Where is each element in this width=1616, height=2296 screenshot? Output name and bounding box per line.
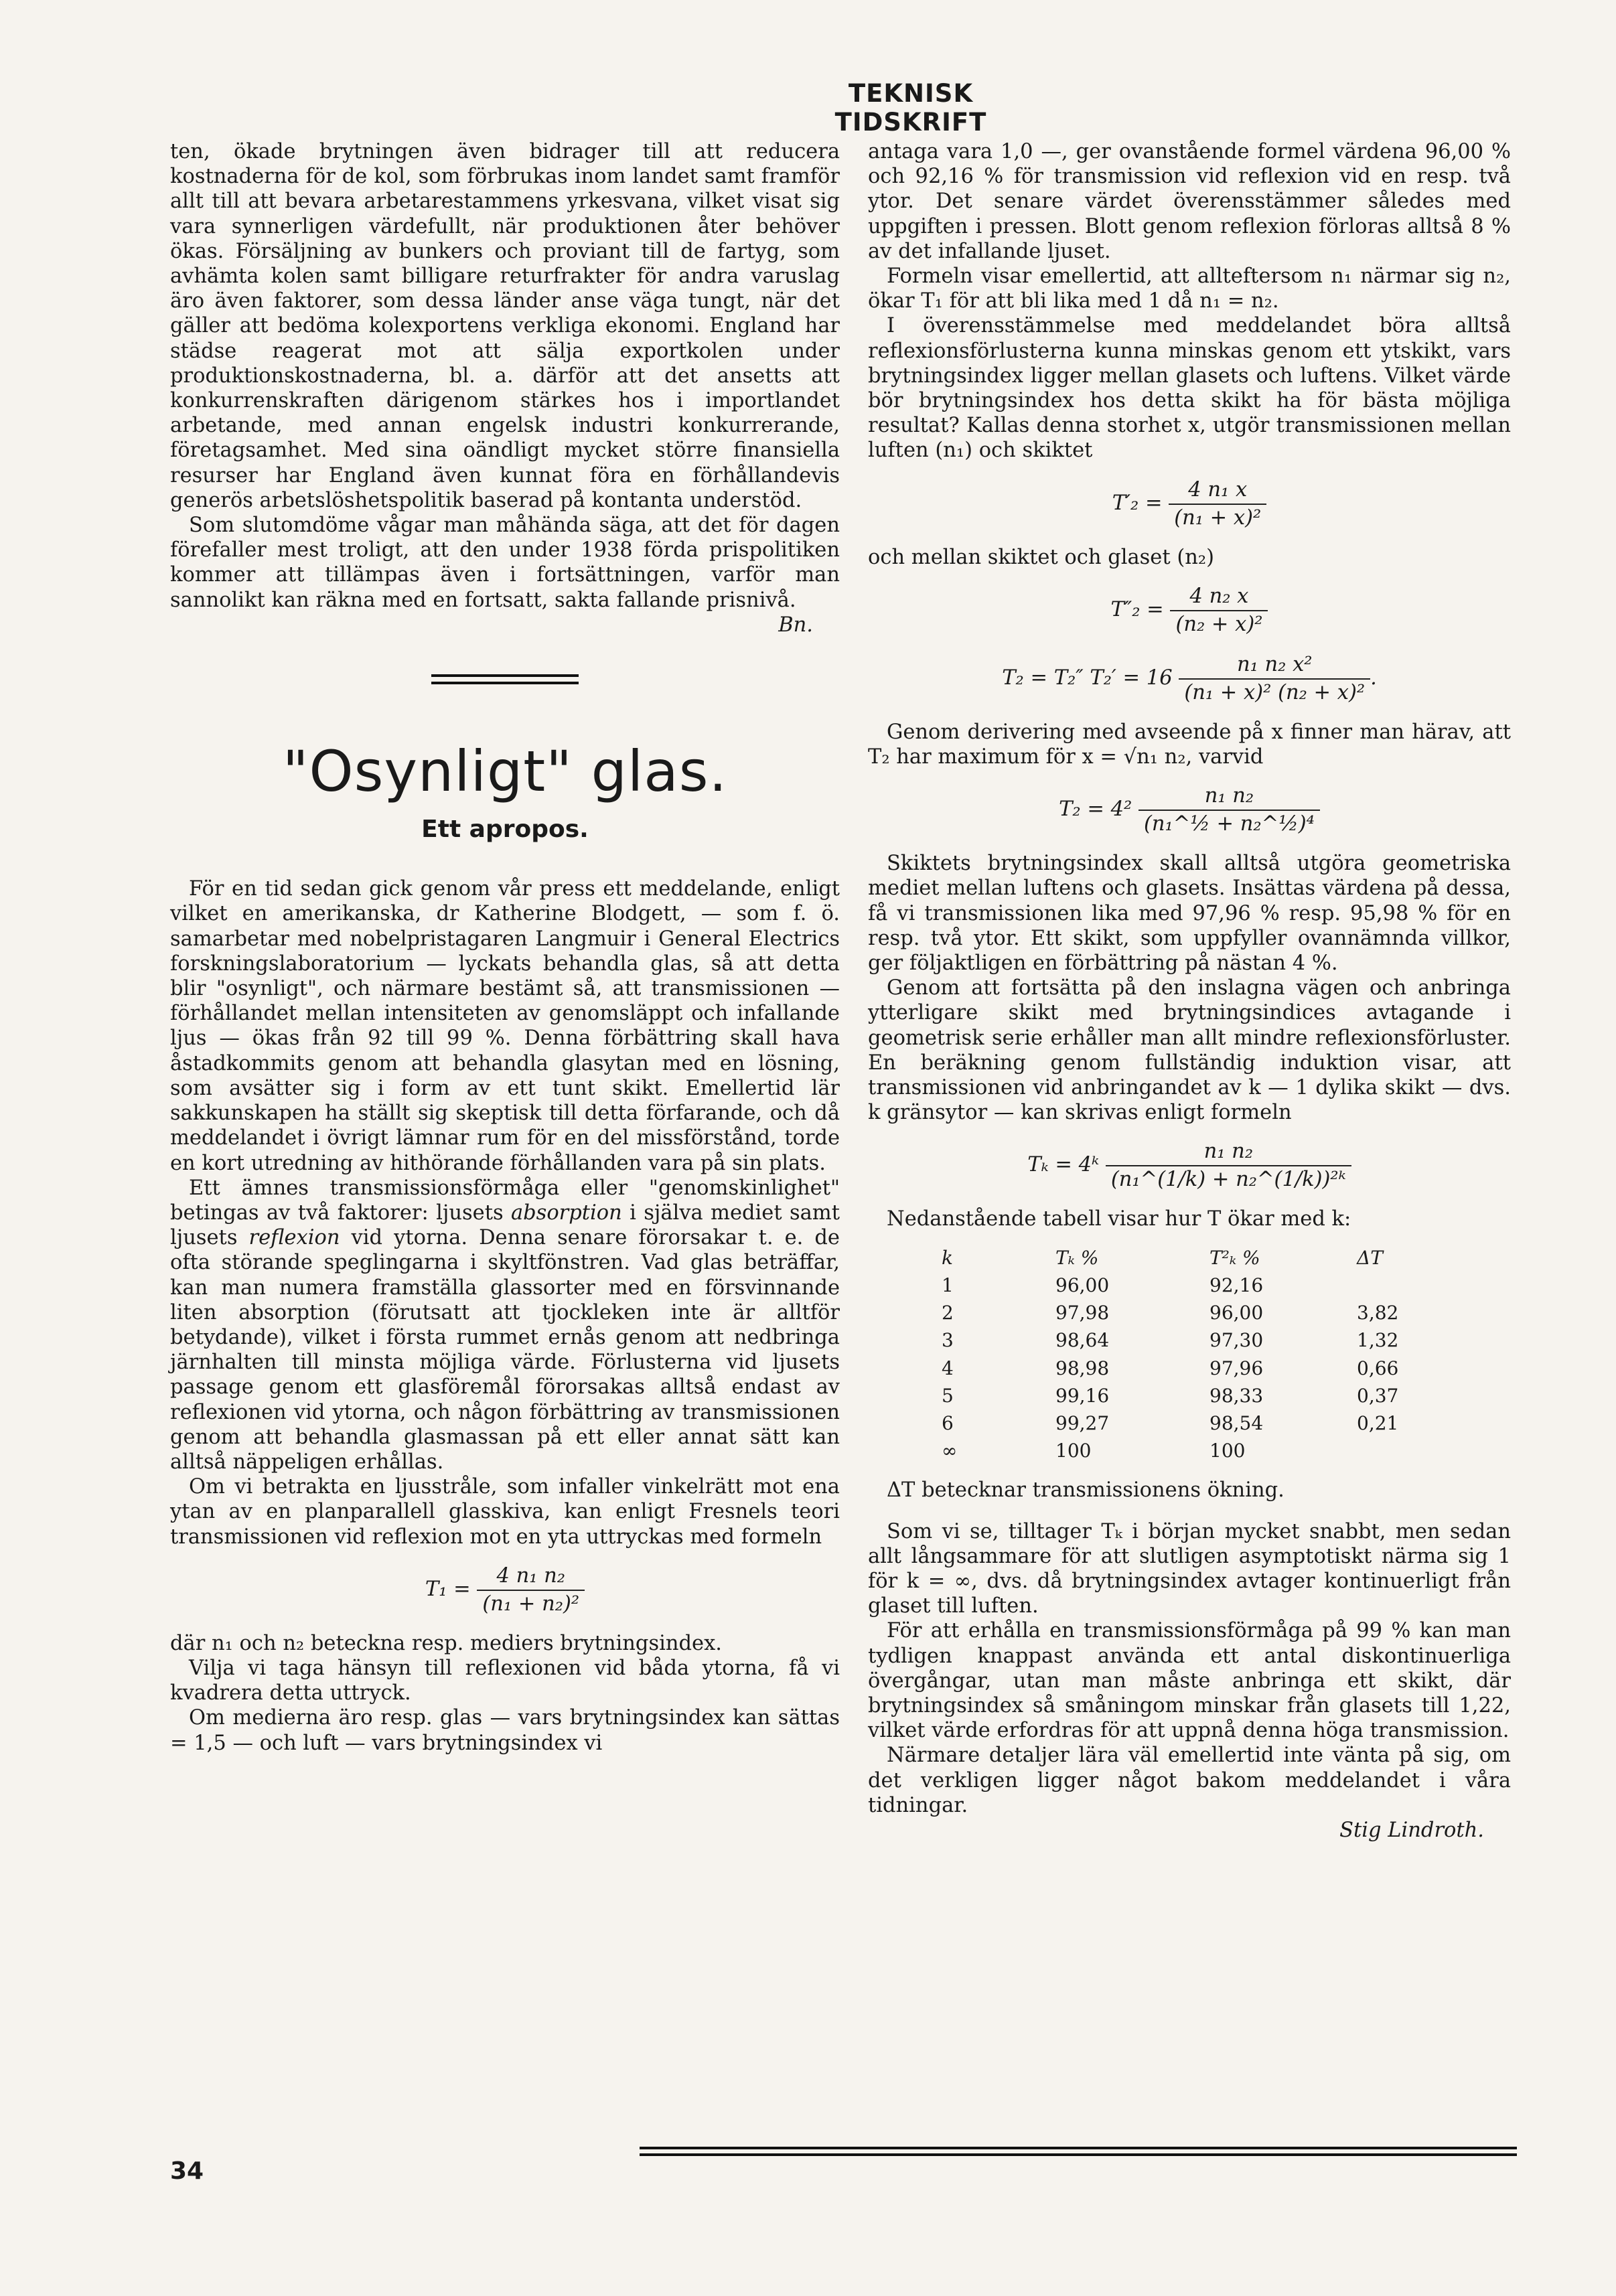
- table-cell: 5: [942, 1384, 954, 1407]
- table-cell: 3: [942, 1329, 954, 1352]
- table-cell: 100: [1055, 1440, 1092, 1462]
- table-cell: 4: [942, 1357, 954, 1379]
- table-cell: 99,27: [1055, 1411, 1110, 1434]
- table-cell: 2: [942, 1302, 954, 1324]
- formula-lhs: T₁ =: [425, 1577, 471, 1601]
- formula-fraction: [1169, 477, 1266, 532]
- table-cell: ∞: [942, 1440, 958, 1462]
- formula-lhs: T₂ = T₂″ T₂′ = 16: [1002, 666, 1173, 690]
- formula-numerator: 4 n₂ x: [1170, 583, 1268, 611]
- formula-denominator: (n₁ + x)² (n₂ + x)²: [1184, 680, 1366, 704]
- author-signature: Bn.: [778, 613, 813, 637]
- table-row: [942, 1382, 1424, 1409]
- table-cell: 6: [942, 1411, 954, 1434]
- table-row: [942, 1326, 1424, 1354]
- table-cell: 0,21: [1357, 1411, 1399, 1434]
- paragraph: ten, ökade brytningen även bidrager till att reducera kostnaderna för de kol, som förbrukas inom landet samt framför allt till att bevara arbetarestammens yrkesvana, vilket visat sig vara synnerligen värdefullt, när produktionen åter behöver ökas. Försäljning av bunkers och proviant till de fartyg, som avhämta kolen samt billigare returfrakter för andra varuslag äro även faktorer, som dessa länder anse väga tungt, när det gäller att bedöma kolexportens verkliga ekonomi. England har städse reagerat mot att sälja exportkolen under produktionskostnaderna, bl. a. därför att det ansetts att konkurrenskraften därigenom stärkes hos i importlandet arbetande, med annan engelsk industri konkurrerande, företagsamhet. Med sina oändligt mycket större finansiella resurser har England även kunnat föra en förhållandevis generös arbetslöshetspolitik baserad på kontanta understöd.: [170, 140, 840, 512]
- formula-lhs: T″₂ =: [1110, 597, 1164, 621]
- table-cell: [1357, 1437, 1424, 1464]
- table-cell: 92,16: [1209, 1274, 1264, 1296]
- transmission-table: [942, 1244, 1424, 1465]
- paragraph: där n₁ och n₂ beteckna resp. mediers brytningsindex.: [170, 1631, 722, 1655]
- table-row: [942, 1272, 1424, 1299]
- formula-lhs: T′₂ =: [1112, 491, 1163, 515]
- formula-denominator: (n₁^½ + n₂^½)⁴: [1143, 812, 1315, 836]
- formula-end: .: [1370, 666, 1377, 690]
- paragraph: Formeln visar emellertid, att allteftersom n₁ närmar sig n₂, ökar T₁ för att bli lika med 1 då n₁ = n₂.: [868, 264, 1511, 313]
- text-run: Ett ämnes transmissionsförmåga eller "genomskinlighet" betingas av två faktorer: ljusets: [170, 1176, 840, 1225]
- column-header: ΔT: [1357, 1246, 1383, 1269]
- paragraph: Som slutomdöme vågar man måhända säga, att det för dagen förefaller mest troligt, att den under 1938 förda prispolitiken kommer att tillämpas även i fortsättningen, varför man sannolikt kan räkna med en fortsatt, sakta fallande prisnivå.: [170, 514, 840, 612]
- bottom-rule: [640, 2147, 1517, 2160]
- table-cell: 97,96: [1209, 1357, 1264, 1379]
- table-body: [942, 1272, 1424, 1464]
- formula-numerator: 4 n₁ x: [1169, 477, 1266, 505]
- text-run: i själva mediet samt ljusets: [170, 1201, 840, 1250]
- formula-fraction: [1138, 783, 1320, 838]
- table-cell: 98,54: [1209, 1411, 1264, 1434]
- table-row: [942, 1355, 1424, 1382]
- author-signature: Stig Lindroth.: [1339, 1818, 1484, 1842]
- formula-numerator: n₁ n₂ x²: [1179, 652, 1370, 680]
- table-header-row: [942, 1244, 1424, 1272]
- text-run: vid ytorna. Denna senare förorsakar t. e. de ofta störande speglingarna i skyltfönstren. Vad glas beträffar, kan man numera framställa glassorter med en försvinnande liten absorption (förutsatt att tjockleken inte är alltför betydande), vilket i första rummet ernås genom att nedbringa järnhalten till minsta möjliga värde. Förlusterna vid ljusets passage genom ett glasföremål förorsakas alltså endast av reflexionen vid ytorna, och någon förbättring av transmissionen genom att behandla glasmassan på ett eller annat sätt kan alltså näppeligen erhållas.: [170, 1226, 840, 1474]
- formula-fresnel: [170, 1563, 840, 1618]
- table-cell: 99,16: [1055, 1384, 1110, 1407]
- table-cell: 97,98: [1055, 1302, 1110, 1324]
- table-row: [942, 1409, 1424, 1437]
- formula-lhs: T₂ = 4²: [1059, 797, 1132, 822]
- article-title: "Osynligt" glas.: [282, 739, 728, 805]
- table-cell: 96,00: [1055, 1274, 1110, 1296]
- paragraph: Vilja vi taga hänsyn till reflexionen vid båda ytorna, få vi kvadrera detta uttryck.: [170, 1656, 840, 1705]
- table-cell: 3,82: [1357, 1302, 1399, 1324]
- table-cell: 1,32: [1357, 1329, 1399, 1352]
- formula-tk: [868, 1138, 1511, 1193]
- formula-t2: [868, 652, 1511, 706]
- page-number: 34: [170, 2157, 204, 2185]
- formula-t2-max: [868, 783, 1511, 838]
- formula-t2-prime: [868, 477, 1511, 532]
- paragraph: För att erhålla en transmissionsförmåga på 99 % kan man tydligen knappast använda ett antal diskontinuerliga övergångar, utan man måste anbringa ett skikt, där brytningsindex så småningom minskar från glasets till 1,22, vilket värde erfordras för att uppnå denna höga transmission.: [868, 1619, 1511, 1743]
- formula-numerator: 4 n₁ n₂: [477, 1563, 585, 1591]
- section-divider: [431, 674, 579, 684]
- paragraph: antaga vara 1,0 —, ger ovanstående formel värdena 96,00 % och 92,16 % för transmission vid reflexion vid en resp. två ytor. Det senare värdet överensstämmer således med uppgiften i pressen. Blott genom reflexion förloras alltså 8 % av det infallande ljuset.: [868, 140, 1511, 263]
- paragraph: och mellan skiktet och glaset (n₂): [868, 545, 1214, 569]
- formula-fraction: [1179, 652, 1370, 706]
- paragraph: [170, 1176, 840, 1474]
- paragraph: Närmare detaljer lära väl emellertid inte vänta på sig, om det verkligen ligger något bakom meddelandet i våra tidningar.: [868, 1744, 1511, 1817]
- paragraph: I överensstämmelse med meddelandet böra alltså reflexionsförlusterna kunna minskas genom ett ytskikt, vars brytningsindex ligger mellan glasets och luftens. Vilket värde bör brytningsindex hos detta skikt ha för bästa möjliga resultat? Kallas denna storhet x, utgör transmissionen mellan luften (n₁) och skiktet: [868, 314, 1511, 463]
- paragraph: Genom derivering med avseende på x finner man härav, att T₂ har maximum för x = √n₁ n₂, varvid: [868, 720, 1511, 769]
- emphasis: absorption: [510, 1201, 622, 1225]
- article-subtitle: Ett apropos.: [421, 816, 589, 844]
- table-cell: 96,00: [1209, 1302, 1264, 1324]
- paragraph: Skiktets brytningsindex skall alltså utgöra geometriska mediet mellan luftens och glasets. Insättas värdena på dessa, få vi transmissionen lika med 97,96 % resp. 95,98 % för en resp. två ytor. Ett skikt, som uppfyller ovannämnda villkor, ger följaktligen en förbättring på nästan 4 %.: [868, 852, 1511, 976]
- paragraph: För en tid sedan gick genom vår press ett meddelande, enligt vilket en amerikanska, dr Katherine Blodgett, — som f. ö. samarbetar med nobelpristagaren Langmuir i General Electrics forskningslaboratorium — lyckats behandla glas, så att detta blir "osynligt", och närmare bestämt så, att transmissionen — förhållandet mellan intensiteten av genomsläppt och infallande ljus — ökas från 92 till 99 %. Denna förbättring skall hava åstadkommits genom att behandla glasytan med en lösning, som avsätter sig i form av ett tunt skikt. Emellertid lär sakkunskapen ha ställt sig skeptisk till detta förfarande, och då meddelandet i övrigt lämnar rum för en del missförstånd, torde en kort utredning av hithörande förhållanden vara på sin plats.: [170, 877, 840, 1175]
- column-header: Tₖ %: [1055, 1246, 1099, 1269]
- emphasis: reflexion: [248, 1226, 340, 1250]
- right-column: [868, 139, 1511, 1843]
- table-cell: 0,66: [1357, 1357, 1399, 1379]
- table-cell: 98,33: [1209, 1384, 1264, 1407]
- formula-denominator: (n₂ + x)²: [1175, 612, 1263, 636]
- paragraph: Som vi se, tilltager Tₖ i början mycket snabbt, men sedan allt långsammare för att slutligen asymptotiskt närma sig 1 för k = ∞, dvs. då brytningsindex avtager kontinuerligt från glaset till luften.: [868, 1519, 1511, 1618]
- formula-denominator: (n₁ + x)²: [1174, 506, 1262, 530]
- table-cell: 100: [1209, 1440, 1246, 1462]
- table-row: [942, 1299, 1424, 1326]
- table-cell: 0,37: [1357, 1384, 1399, 1407]
- formula-denominator: (n₁^(1/k) + n₂^(1/k))²ᵏ: [1110, 1168, 1346, 1192]
- left-column: [170, 139, 840, 1756]
- paragraph: Om medierna äro resp. glas — vars brytningsindex kan sättas = 1,5 — och luft — vars brytningsindex vi: [170, 1706, 840, 1755]
- paragraph: ΔT betecknar transmissionens ökning.: [887, 1478, 1284, 1503]
- paragraph: Om vi betrakta en ljusstråle, som infaller vinkelrätt mot ena ytan av en planparallell glasskiva, kan enligt Fresnels teori transmissionen vid reflexion mot en yta uttryckas med formeln: [170, 1475, 840, 1549]
- table-cell: [1357, 1272, 1424, 1299]
- table-cell: 98,64: [1055, 1329, 1110, 1352]
- formula-fraction: [477, 1563, 585, 1618]
- table-cell: 1: [942, 1274, 954, 1296]
- formula-fraction: [1170, 583, 1268, 638]
- formula-numerator: n₁ n₂: [1106, 1138, 1351, 1166]
- formula-lhs: Tₖ = 4ᵏ: [1027, 1153, 1100, 1177]
- column-header: k: [942, 1246, 953, 1269]
- formula-numerator: n₁ n₂: [1138, 783, 1320, 811]
- formula-t2-double-prime: [868, 583, 1511, 638]
- table-row: [942, 1437, 1424, 1464]
- formula-fraction: [1106, 1138, 1351, 1193]
- table-cell: 97,30: [1209, 1329, 1264, 1352]
- journal-header: TEKNISK TIDSKRIFT: [834, 79, 987, 137]
- paragraph: Nedanstående tabell visar hur T ökar med k:: [887, 1207, 1351, 1231]
- table-cell: 98,98: [1055, 1357, 1110, 1379]
- paragraph: Genom att fortsätta på den inslagna vägen och anbringa ytterligare skikt med brytningsindices avtagande i geometrisk serie erhåller man allt mindre reflexionsförluster. En beräkning genom fullständig induktion visar, att transmissionen vid anbringandet av k — 1 dylika skikt — dvs. k gränsytor — kan skrivas enligt formeln: [868, 976, 1511, 1125]
- column-header: T²ₖ %: [1209, 1246, 1260, 1269]
- formula-denominator: (n₁ + n₂)²: [482, 1592, 580, 1616]
